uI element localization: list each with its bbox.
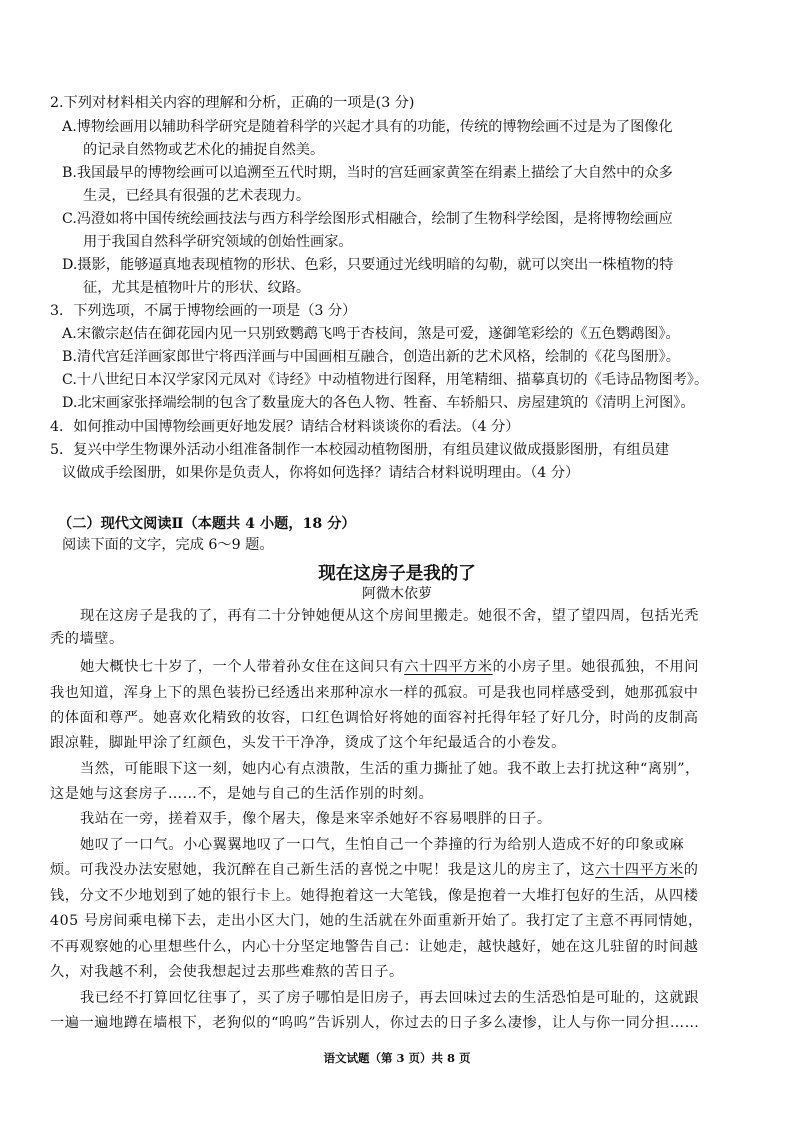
question-2-option-b-cont: 生灵，已经具有很强的艺术表现力。	[83, 188, 311, 204]
section-instruction: 阅读下面的文字，完成 6～9 题。	[62, 537, 274, 553]
section-heading: （二）现代文阅读Ⅱ（本题共 4 小题，18 分）	[58, 516, 356, 532]
question-2-option-c-cont: 用于我国自然科学研究领域的创始性画家。	[83, 234, 353, 250]
question-5-cont: 议做成手绘图册，如果你是负责人，你将如何选择？请结合材料说明理由。（4 分）	[62, 465, 580, 481]
paragraph-line: 跟凉鞋，脚趾甲涂了红颜色，头发干干净净，烫成了这个年纪最适合的小卷发。	[50, 735, 566, 751]
underlined-phrase: 六十四平方米	[404, 659, 493, 675]
question-5: 5．复兴中学生物课外活动小组准备制作一本校园动植物图册，有组员建议做成摄影图册，有组员建	[50, 442, 670, 458]
paragraph-line: 我已经不打算回忆往事了，买了房子哪怕是旧房子，再去回味过去的生活恐怕是可耻的，这就跟	[80, 990, 699, 1006]
question-3-option-b: B.清代宫廷洋画家郎世宁将西洋画与中国画相互融合，创造出新的艺术风格，绘制的《花鸟图册》。	[62, 349, 680, 365]
paragraph-line: 这是她与这套房子……不，是她与自己的生活作别的时刻。	[50, 786, 434, 802]
paragraph-line: 当然，可能眼下这一刻，她内心有点溃散，生活的重力撕扯了她。我不敢上去打扰这种“离别”，	[80, 761, 700, 777]
question-2-option-d-cont: 征，尤其是植物叶片的形状、纹路。	[83, 280, 311, 296]
paragraph-line: 钱，分文不少地划到了她的银行卡上。她得抱着这一大笔钱，像是抱着一大堆打包好的生活，从四楼	[50, 888, 699, 904]
paragraph-line: 不再观察她的心里想些什么，内心十分坚定地警告自己：让她走，越快越好，她在这儿驻留的时间越	[50, 939, 699, 955]
question-2-option-a: A.博物绘画用以辅助科学研究是随着科学的兴起才具有的功能，传统的博物绘画不过是为了图像化	[62, 119, 673, 135]
paragraph-line: 她大概快七十岁了，一个人带着孙女住在这间只有六十四平方米的小房子里。她很孤独，不用问	[80, 659, 699, 675]
article-author: 阿微木依萝	[362, 586, 432, 602]
question-3-option-d: D.北宋画家张择端绘制的包含了数量庞大的各色人物、牲畜、车轿船只、房屋建筑的《清明上河图》。	[62, 395, 695, 411]
question-3-stem: 3．下列选项，不属于博物绘画的一项是（3 分）	[50, 303, 357, 319]
question-3-option-c: C.十八世纪日本汉学家冈元凤对《诗经》中动植物进行图释，用笔精细、描摹真切的《毛诗品物图考》。	[62, 372, 709, 388]
page-footer: 语文试题（第 3 页）共 8 页	[323, 1051, 471, 1065]
question-2-option-b: B.我国最早的博物绘画可以追溯至五代时期，当时的宫廷画家黄筌在绢素上描绘了大自然中的众多	[62, 165, 673, 181]
paragraph-line: 一遍一遍地蹲在墙根下，老狗似的“呜呜”告诉别人，你过去的日子多么凄惨，让人与你一同分担……	[50, 1015, 700, 1031]
paragraph-line: 烦。可我没办法安慰她，我沉醉在自己新生活的喜悦之中呢！我是这儿的房主了，这六十四平方米的	[50, 862, 699, 878]
paragraph-line: 秃的墙壁。	[50, 631, 124, 647]
underlined-phrase: 六十四平方米	[595, 862, 684, 878]
paragraph-line: 我站在一旁，搓着双手，像个屠夫，像是来宰杀她好不容易喂胖的日子。	[80, 811, 552, 827]
paragraph-line: 我也知道，浑身上下的黑色装扮已经透出来那种凉水一样的孤寂。可是我也同样感受到，她那孤寂中	[50, 685, 699, 701]
question-2-option-c: C.冯澄如将中国传统绘画技法与西方科学绘图形式相融合，绘制了生物科学绘图，是将博物绘画应	[62, 211, 673, 227]
paragraph-line: 405 号房间乘电梯下去，走出小区大门，她的生活就在外面重新开始了。我打定了主意不再同情她，	[50, 913, 703, 929]
question-2-option-a-cont: 的记录自然物或艺术化的捕捉自然美。	[83, 142, 325, 158]
question-2-option-d: D.摄影，能够逼真地表现植物的形状、色彩，只要通过光线明暗的勾勒，就可以突出一株植物的特	[62, 257, 674, 273]
question-4: 4．如何推动中国博物绘画更好地发展？请结合材料谈谈你的看法。（4 分）	[50, 419, 520, 435]
question-2-stem: 2.下列对材料相关内容的理解和分析，正确的一项是(3 分)	[50, 95, 415, 111]
paragraph-line: 的体面和尊严。她喜欢化精致的妆容，口红色调恰好将她的面容衬托得年轻了好几分，时尚的皮制高	[50, 710, 699, 726]
paragraph-line: 久，对我越不利，会使我想起过去那些难熬的苦日子。	[50, 964, 404, 980]
article-title: 现在这房子是我的了	[318, 564, 476, 584]
question-3-option-a: A.宋徽宗赵佶在御花园内见一只别致鹦鹉飞鸣于杏枝间，煞是可爱，遂御笔彩绘的《五色鹦鹉图》。	[62, 326, 680, 342]
paragraph-line: 现在这房子是我的了，再有二十分钟她便从这个房间里搬走。她很不舍，望了望四周，包括光秃	[80, 608, 699, 624]
paragraph-line: 她叹了一口气。小心翼翼地叹了一口气，生怕自己一个莽撞的行为给别人造成不好的印象或麻	[80, 837, 685, 853]
